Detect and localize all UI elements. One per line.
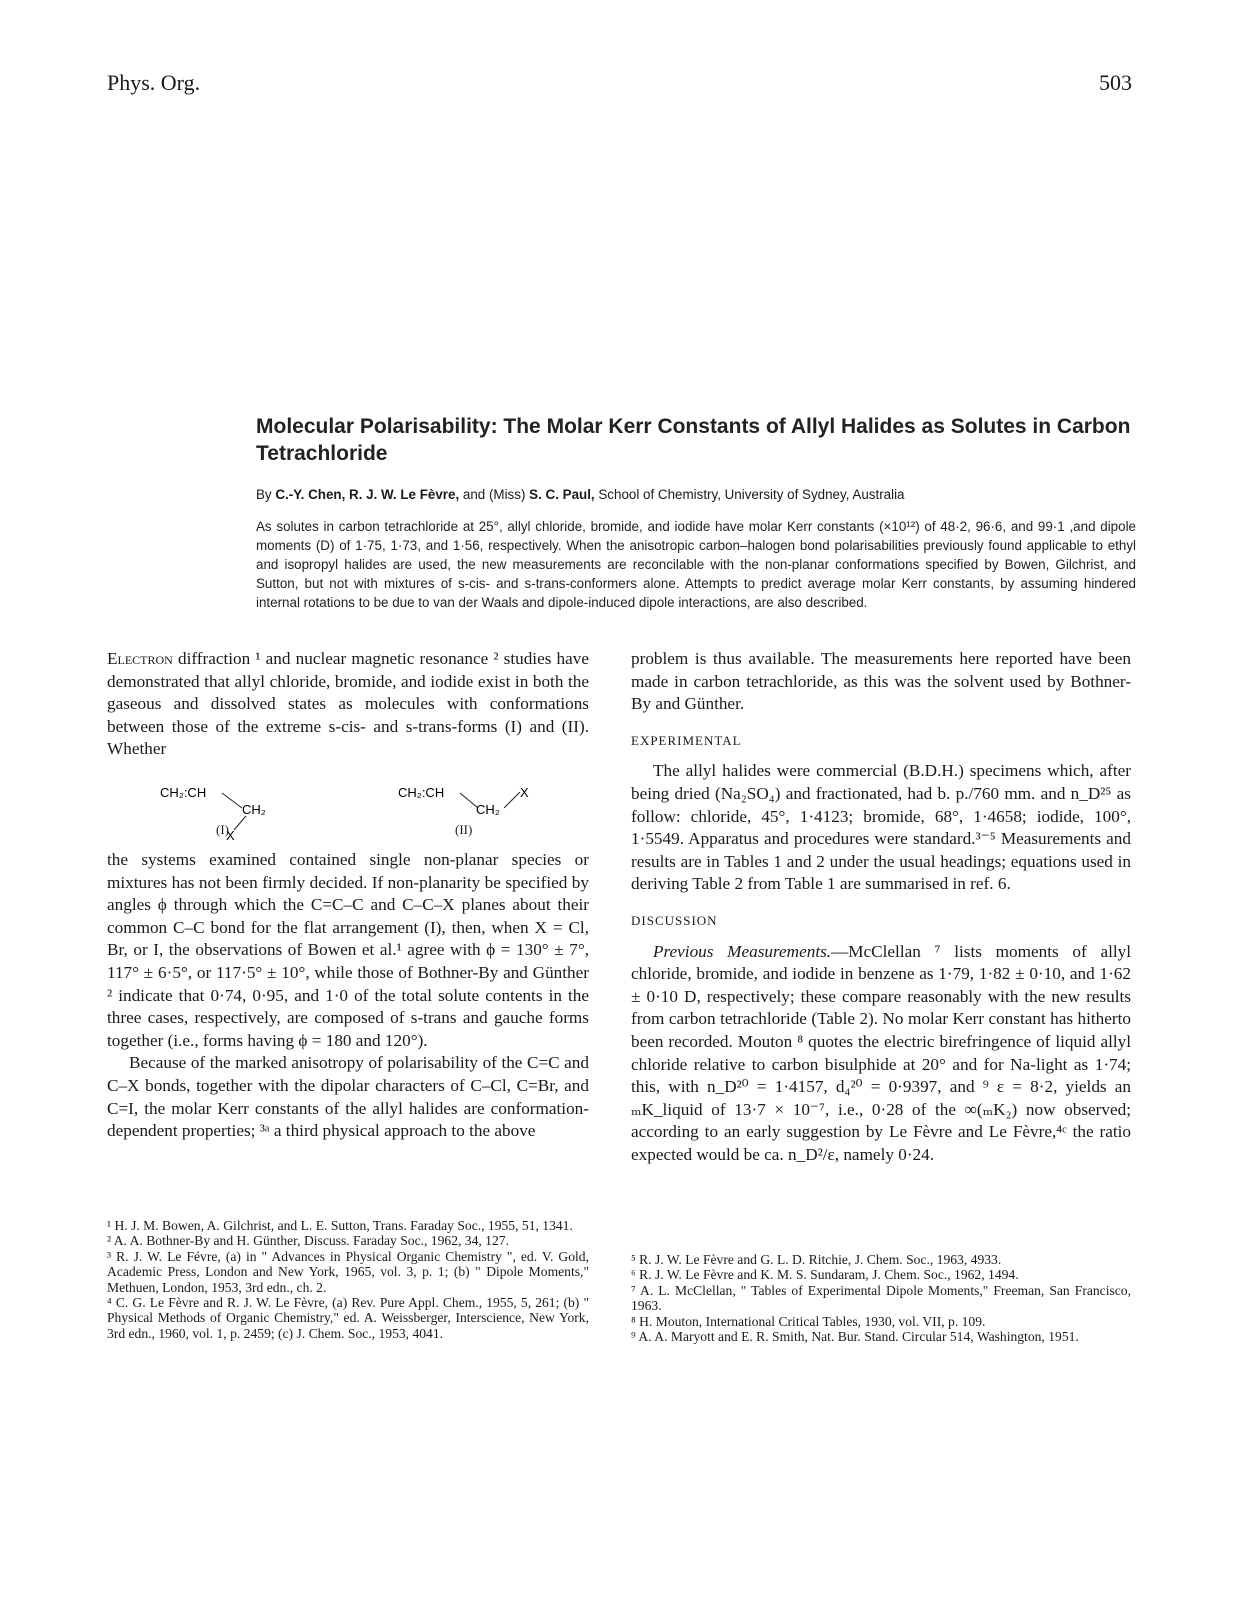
struct1-bond-2	[234, 816, 246, 830]
section-heading-experimental: EXPERIMENTAL	[631, 732, 742, 748]
subheading-previous-measurements: Previous Measurements.	[653, 941, 832, 961]
affiliation: School of Chemistry, University of Sydney, Australia	[598, 487, 905, 502]
footnote-4: ⁴ C. G. Le Fèvre and R. J. W. Le Fèvre, (a) Rev. Pure Appl. Chem., 1955, 5, 261; (b) " Physical Methods of Organic Chemistry," ed. A. Weissberger, Interscience, New York, 3rd edn., 1960, vol. 1, p. 2459; (c) J. Chem. Soc., 1953, 4041.	[107, 1295, 589, 1341]
footnote-2: ² A. A. Bothner-By and H. Günther, Discuss. Faraday Soc., 1962, 34, 127.	[107, 1233, 509, 1249]
footnote-9: ⁹ A. A. Maryott and E. R. Smith, Nat. Bur. Stand. Circular 514, Washington, 1951.	[631, 1329, 1079, 1345]
struct2-x: X	[520, 785, 529, 800]
column-left-top	[107, 648, 589, 761]
footnote-3: ³ R. J. W. Le Févre, (a) in " Advances in Physical Organic Chemistry ", ed. V. Gold, Academic Press, London and New York, 1965, vol. 3, p. 1; (b) " Dipole Moments," Methuen, London, 1953, 3rd edn., ch. 2.	[107, 1248, 589, 1295]
struct1-top: CH₂:CH	[160, 785, 207, 800]
struct2-bond-2	[504, 792, 520, 808]
paragraph-3: Because of the marked anisotropy of polarisability of the C=C and C–X bonds, together with the dipolar characters of C–Cl, C=Br, and C=I, the molar Kerr constants of the allyl halides are conformation-dependent properties; ³ᵃ a third physical approach to the above	[107, 1053, 589, 1141]
experimental-paragraph: The allyl halides were commercial (B.D.H.) specimens which, after being dried (Na₂SO₄) and fractionated, had b. p./760 mm. and n_D²⁵ as follow: chloride, 45°, 1·4123; bromide, 68°, 1·4658; iodide, 100°, 1·5549. Apparatus and procedures were standard.³⁻⁵ Measurements and results are in Tables 1 and 2 under the usual headings; equations used in deriving Table 2 from Table 1 are summarised in ref. 6.	[631, 761, 1131, 894]
footnotes-right	[631, 1252, 1131, 1344]
footnote-1: ¹ H. J. M. Bowen, A. Gilchrist, and L. E. Sutton, Trans. Faraday Soc., 1955, 51, 1341.	[107, 1218, 573, 1233]
struct2-ch2: CH₂	[476, 802, 500, 817]
footnotes-left	[107, 1218, 589, 1341]
byline-and: and (Miss)	[462, 487, 526, 502]
last-author: S. C. Paul,	[529, 487, 595, 502]
column-left-bottom	[107, 849, 589, 1143]
footnote-6: ⁶ R. J. W. Le Fèvre and K. M. S. Sundaram, J. Chem. Soc., 1962, 1494.	[631, 1267, 1019, 1283]
discussion-paragraph	[631, 941, 1131, 1167]
abstract: As solutes in carbon tetrachloride at 25°, allyl chloride, bromide, and iodide have molar Kerr constants (×10¹²) of 48·2, 96·6, and 99·1 ,and dipole moments (D) of 1·75, 1·73, and 1·56, respectively. When the anisotropic carbon–halogen bond polarisabilities previously found applicable to ethyl and isopropyl halides are used, the new measurements are reconcilable with the non-planar conformations specified by Bowen, Gilchrist, and Sutton, but not with mixtures of s-cis- and s-trans-conformers alone. Attempts to predict average molar Kerr constants, by assuming hindered internal rotations to be due to van der Waals and dipole-induced dipole interactions, are also described.	[256, 519, 1136, 611]
column-right	[631, 648, 1131, 1166]
paragraph-cont: problem is thus available. The measurements here reported have been made in carbon tetrachloride, as this was the solvent used by Bothner-By and Günther.	[631, 649, 1131, 714]
struct1-x: X	[226, 828, 235, 842]
running-header-journal: Phys. Org.	[107, 70, 201, 95]
intro-paragraph	[107, 648, 589, 761]
struct1-ch2: CH₂	[242, 802, 266, 817]
footnote-7: ⁷ A. L. McClellan, " Tables of Experimental Dipole Moments," Freeman, San Francisco, 1963.	[631, 1282, 1131, 1314]
page-number: 503	[1099, 70, 1132, 95]
byline-by: By	[256, 487, 272, 502]
article-title: Molecular Polarisability: The Molar Kerr Constants of Allyl Halides as Solutes in Carbon Tetrachloride	[256, 415, 1131, 465]
struct1-label: (I)	[216, 822, 229, 837]
intro-lead-word: Electron	[107, 649, 173, 668]
section-heading-discussion: DISCUSSION	[631, 912, 718, 928]
struct1-bond-1	[222, 793, 242, 808]
byline	[256, 487, 1136, 502]
footnote-5: ⁵ R. J. W. Le Fèvre and G. L. D. Ritchie, J. Chem. Soc., 1963, 4933.	[631, 1252, 1002, 1267]
struct2-label: (II)	[455, 822, 473, 837]
discussion-text: —McClellan ⁷ lists moments of allyl chloride, bromide, and iodide in benzene as 1·79, 1·82 ± 0·10, and 1·62 ± 0·10 D, respectively; these compare reasonably with the new results from carbon tetrachloride (Table 2). No molar Kerr constant has hitherto been recorded. Mouton ⁸ quotes the electric birefringence of liquid allyl chloride relative to carbon bisulphide at 20° and for Na-light as 1·74; this, with n_D²⁰ = 1·4157, d₄²⁰ = 0·9397, and ⁹ ε = 8·2, yields an ₘK_liquid of 13·7 × 10⁻⁷, i.e., 0·28 of the ∞(ₘK₂) now observed; according to an early suggestion by Le Fèvre and Le Fèvre,⁴ᶜ the ratio expected would be ca. n_D²/ε, namely 0·24.	[631, 941, 1131, 1164]
struct2-top: CH₂:CH	[398, 785, 445, 800]
paragraph-2: the systems examined contained single non-planar species or mixtures has not been firmly decided. If non-planarity be specified by angles ϕ through which the C=C–C and C–C–X planes about their common C–C bond for the flat arrangement (I), then, when X = Cl, Br, or I, the observations of Bowen et al.¹ agree with ϕ = 130° ± 7°, 117° ± 6·5°, or 117·5° ± 10°, while those of Bothner-By and Günther ² indicate that 0·74, 0·95, and 1·0 of the total solute contents in the three cases, respectively, are composed of s-trans and gauche forms together (i.e., forms having ϕ = 180 and 120°).	[107, 850, 589, 1050]
footnote-8: ⁸ H. Mouton, International Critical Tables, 1930, vol. VII, p. 109.	[631, 1313, 986, 1329]
intro-text: diffraction ¹ and nuclear magnetic resonance ² studies have demonstrated that allyl chloride, bromide, and iodide exist in both the gaseous and dissolved states as molecules with conformations between those of the extreme s-cis- and s-trans-forms (I) and (II). Whether	[107, 649, 589, 759]
authors: C.-Y. Chen, R. J. W. Le Fèvre,	[275, 487, 460, 502]
